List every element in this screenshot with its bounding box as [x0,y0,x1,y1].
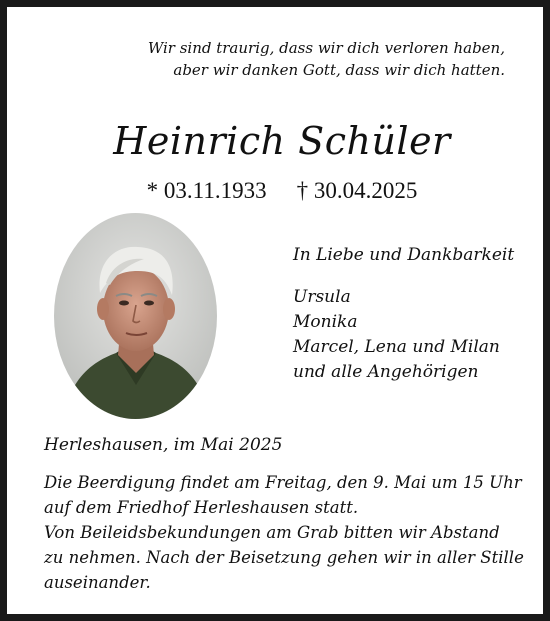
notice-line: Von Beileidsbekundungen am Grab bitten wir Abstand [44,523,500,542]
motto-line-1: Wir sind traurig, dass wir dich verloren haben, [147,39,505,57]
death-date: † 30.04.2025 [296,178,418,203]
notice-line: Die Beerdigung findet am Freitag, den 9. Mai um 15 Uhr [44,473,522,492]
life-dates [7,178,550,204]
mourners-block [293,243,514,385]
place-and-date: Herleshausen, im Mai 2025 [44,435,283,455]
portrait-photo [54,213,217,419]
notice-line: zu nehmen. Nach der Beisetzung gehen wir in aller Stille [44,548,524,567]
funeral-notice [44,470,524,595]
mourner-name: Monika [293,312,358,332]
deceased-name: Heinrich Schüler [113,119,451,163]
mourner-name: Marcel, Lena und Milan [293,337,500,357]
mourners-intro: In Liebe und Dankbarkeit [293,245,515,265]
notice-line: auseinander. [44,573,151,592]
motto-line-2: aber wir danken Gott, dass wir dich hatten. [173,61,505,79]
motto [148,37,505,81]
birth-date: * 03.11.1933 [146,178,267,203]
notice-line: auf dem Friedhof Herleshausen statt. [44,498,359,517]
mourner-name: Ursula [293,287,351,307]
mourner-name: und alle Angehörigen [293,362,479,382]
